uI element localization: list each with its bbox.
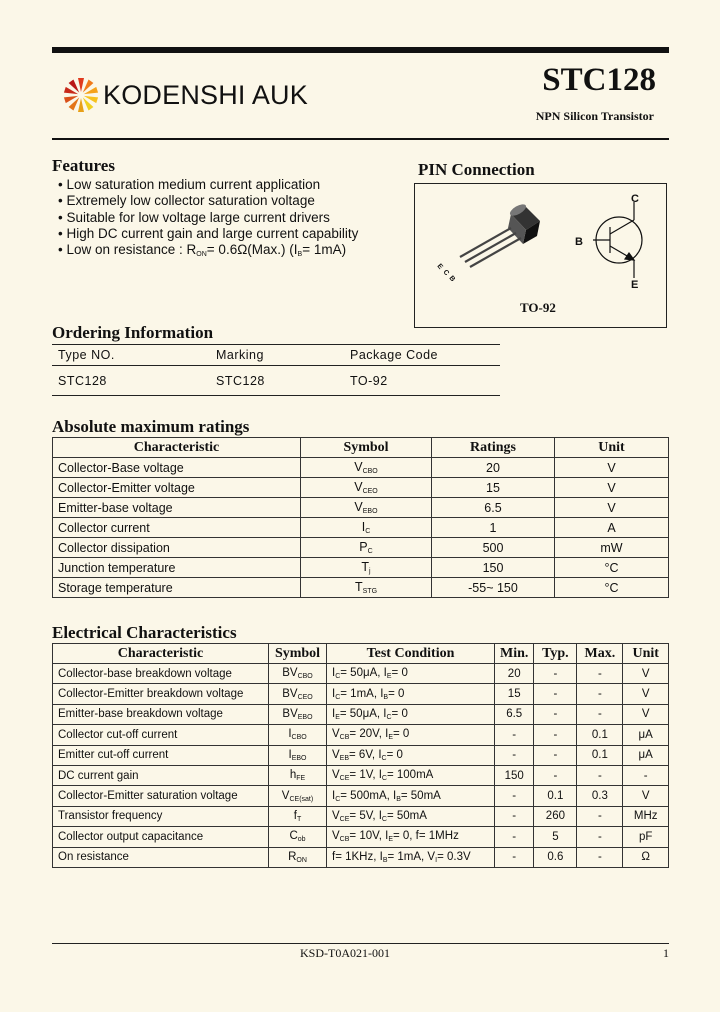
table-row <box>53 847 669 867</box>
table-cell: $V_{CEO}$ <box>301 478 432 498</box>
table-cell: $V_{EBO}$ <box>301 498 432 518</box>
table-cell: 5 <box>534 827 577 847</box>
table-cell: $h_{FE}$ <box>269 765 327 785</box>
table-cell: Storage temperature <box>53 578 301 598</box>
table-cell: - <box>577 684 623 704</box>
table-cell: - <box>495 806 534 826</box>
table-cell: Collector-Emitter breakdown voltage <box>53 684 269 704</box>
header-rule <box>52 138 669 140</box>
table-cell: 260 <box>534 806 577 826</box>
table-cell: $T_{STG}$ <box>301 578 432 598</box>
table-row <box>53 806 669 826</box>
table-cell: V <box>623 684 669 704</box>
table-cell: - <box>495 847 534 867</box>
table-cell: $V_{CB}= 20V$, $I_E= 0$ <box>327 725 495 745</box>
pin-title: PIN Connection <box>418 160 535 179</box>
electrical-table <box>52 643 669 868</box>
table-cell: A <box>555 518 669 538</box>
table-cell: - <box>495 725 534 745</box>
features-title: Features <box>52 156 115 175</box>
table-row <box>52 366 500 396</box>
column-header: Unit <box>555 438 669 458</box>
table-cell: $f_T$ <box>269 806 327 826</box>
table-row <box>53 745 669 765</box>
table-cell: 1 <box>432 518 555 538</box>
table-row <box>53 725 669 745</box>
table-cell: $I_{CBO}$ <box>269 725 327 745</box>
package-label: TO-92 <box>520 300 556 315</box>
table-cell: -55~ 150 <box>432 578 555 598</box>
table-row <box>53 498 669 518</box>
table-cell: Collector-Base voltage <box>53 458 301 478</box>
to92-body-icon <box>508 202 540 244</box>
table-cell: $V_{CBO}$ <box>301 458 432 478</box>
document-code: KSD-T0A021-001 <box>300 946 390 960</box>
table-cell: pF <box>623 827 669 847</box>
table-row <box>53 518 669 538</box>
column-header: Symbol <box>269 644 327 664</box>
column-header: Test Condition <box>327 644 495 664</box>
table-cell: MHz <box>623 806 669 826</box>
table-row <box>53 578 669 598</box>
table-cell: STC128 <box>216 373 265 388</box>
ordering-title: Ordering Information <box>52 323 214 342</box>
table-cell: V <box>623 786 669 806</box>
table-cell: - <box>577 765 623 785</box>
table-cell: $I_E= 50\mu A$, $I_C= 0$ <box>327 704 495 724</box>
table-cell: - <box>495 827 534 847</box>
table-cell: $V_{CE(sat)}$ <box>269 786 327 806</box>
column-header: Type NO. <box>58 348 115 362</box>
table-cell: 20 <box>432 458 555 478</box>
table-row <box>53 478 669 498</box>
table-cell: 500 <box>432 538 555 558</box>
table-cell: - <box>577 806 623 826</box>
table-cell: V <box>623 704 669 724</box>
column-header: Typ. <box>534 644 577 664</box>
table-cell: Collector output capacitance <box>53 827 269 847</box>
table-cell: 6.5 <box>432 498 555 518</box>
to92-leads <box>460 228 521 267</box>
table-cell: $C_{ob}$ <box>269 827 327 847</box>
table-cell: Collector-base breakdown voltage <box>53 664 269 684</box>
table-cell: 20 <box>495 664 534 684</box>
table-cell: f= 1KHz, $I_B= 1mA$, $V_I= 0.3V$ <box>327 847 495 867</box>
table-cell: Collector current <box>53 518 301 538</box>
table-cell: Collector-Emitter voltage <box>53 478 301 498</box>
table-cell: Junction temperature <box>53 558 301 578</box>
table-cell: - <box>534 684 577 704</box>
table-cell: 0.3 <box>577 786 623 806</box>
table-cell: 0.1 <box>577 725 623 745</box>
table-cell: $BV_{CEO}$ <box>269 684 327 704</box>
table-cell: μA <box>623 745 669 765</box>
pin-label-e: E <box>631 279 639 291</box>
table-cell: 15 <box>495 684 534 704</box>
column-header: Unit <box>623 644 669 664</box>
feature-item: • Low on resistance : $R_{ON}= 0.6\Omega(Max.)$ $(I_B= 1mA)$ <box>58 242 347 259</box>
table-cell: $I_{EBO}$ <box>269 745 327 765</box>
table-cell: - <box>534 765 577 785</box>
leg-label-b: B <box>447 274 457 284</box>
table-row <box>53 765 669 785</box>
ordering-table <box>52 344 500 396</box>
table-cell: mW <box>555 538 669 558</box>
pin-connection-box <box>414 183 667 328</box>
table-cell: - <box>623 765 669 785</box>
table-cell: $V_{CB}= 10V$, $I_E= 0$, f= 1MHz <box>327 827 495 847</box>
column-header: Marking <box>216 348 264 362</box>
table-cell: 0.1 <box>534 786 577 806</box>
table-cell: 0.1 <box>577 745 623 765</box>
kodenshi-logo-icon <box>62 76 100 119</box>
table-cell: V <box>555 458 669 478</box>
top-rule <box>52 47 669 53</box>
table-cell: - <box>577 827 623 847</box>
table-cell: $I_C$ <box>301 518 432 538</box>
table-cell: Collector cut-off current <box>53 725 269 745</box>
table-cell: - <box>577 847 623 867</box>
column-header: Characteristic <box>53 438 301 458</box>
table-cell: °C <box>555 578 669 598</box>
table-cell: Emitter cut-off current <box>53 745 269 765</box>
table-cell: - <box>534 725 577 745</box>
column-header: Min. <box>495 644 534 664</box>
leg-label-c: C <box>441 268 451 278</box>
table-cell: Emitter-base voltage <box>53 498 301 518</box>
table-cell: STC128 <box>58 373 107 388</box>
table-cell: V <box>555 478 669 498</box>
column-header: Ratings <box>432 438 555 458</box>
table-cell: 15 <box>432 478 555 498</box>
table-row <box>53 827 669 847</box>
part-number: STC128 <box>542 62 656 98</box>
table-cell: $I_C= 50\mu A$, $I_E= 0$ <box>327 664 495 684</box>
npn-transistor-symbol-icon <box>593 202 642 278</box>
table-cell: Emitter-base breakdown voltage <box>53 704 269 724</box>
table-cell: $V_{EB}= 6V$, $I_C= 0$ <box>327 745 495 765</box>
table-cell: 6.5 <box>495 704 534 724</box>
table-cell: $P_C$ <box>301 538 432 558</box>
table-cell: $T_j$ <box>301 558 432 578</box>
table-cell: DC current gain <box>53 765 269 785</box>
table-cell: - <box>495 786 534 806</box>
table-cell: $I_C= 1mA$, $I_B= 0$ <box>327 684 495 704</box>
pin-label-b: B <box>575 236 583 248</box>
abs-max-title: Absolute maximum ratings <box>52 417 250 436</box>
leg-label-e: E <box>435 262 444 271</box>
column-header: Symbol <box>301 438 432 458</box>
table-cell: - <box>495 745 534 765</box>
column-header: Characteristic <box>53 644 269 664</box>
table-cell: $V_{CE}= 5V$, $I_C= 50mA$ <box>327 806 495 826</box>
table-cell: Collector dissipation <box>53 538 301 558</box>
table-row <box>53 704 669 724</box>
table-cell: V <box>555 498 669 518</box>
abs-max-table <box>52 437 669 598</box>
table-row <box>53 558 669 578</box>
page-number: 1 <box>663 946 669 960</box>
feature-item: • Suitable for low voltage large current drivers <box>58 209 330 225</box>
table-cell: $I_C= 500mA$, $I_B= 50mA$ <box>327 786 495 806</box>
table-cell: μA <box>623 725 669 745</box>
table-row <box>53 458 669 478</box>
feature-item: • Extremely low collector saturation voltage <box>58 193 315 209</box>
table-cell: Transistor frequency <box>53 806 269 826</box>
table-cell: - <box>577 664 623 684</box>
feature-item: • Low saturation medium current application <box>58 177 321 192</box>
table-cell: TO-92 <box>350 373 388 388</box>
table-row <box>53 664 669 684</box>
table-row <box>53 538 669 558</box>
electrical-title: Electrical Characteristics <box>52 623 237 642</box>
table-cell: Collector-Emitter saturation voltage <box>53 786 269 806</box>
table-cell: - <box>534 664 577 684</box>
table-cell: °C <box>555 558 669 578</box>
pin-label-c: C <box>631 193 639 205</box>
footer-rule <box>52 943 669 944</box>
column-header: Package Code <box>350 348 439 362</box>
table-cell: On resistance <box>53 847 269 867</box>
table-cell: $R_{ON}$ <box>269 847 327 867</box>
table-cell: $BV_{EBO}$ <box>269 704 327 724</box>
table-cell: 150 <box>432 558 555 578</box>
part-description: NPN Silicon Transistor <box>535 109 654 123</box>
table-cell: $V_{CE}= 1V$, $I_C= 100mA$ <box>327 765 495 785</box>
table-cell: Ω <box>623 847 669 867</box>
table-cell: - <box>534 704 577 724</box>
table-cell: 150 <box>495 765 534 785</box>
table-row <box>53 786 669 806</box>
table-cell: V <box>623 664 669 684</box>
table-cell: $BV_{CBO}$ <box>269 664 327 684</box>
feature-item: • High DC current gain and large current capability <box>58 225 359 241</box>
table-row <box>53 684 669 704</box>
features-list <box>58 177 358 258</box>
table-cell: 0.6 <box>534 847 577 867</box>
table-cell: - <box>534 745 577 765</box>
brand-name: KODENSHI AUK <box>103 80 308 110</box>
column-header: Max. <box>577 644 623 664</box>
table-cell: - <box>577 704 623 724</box>
